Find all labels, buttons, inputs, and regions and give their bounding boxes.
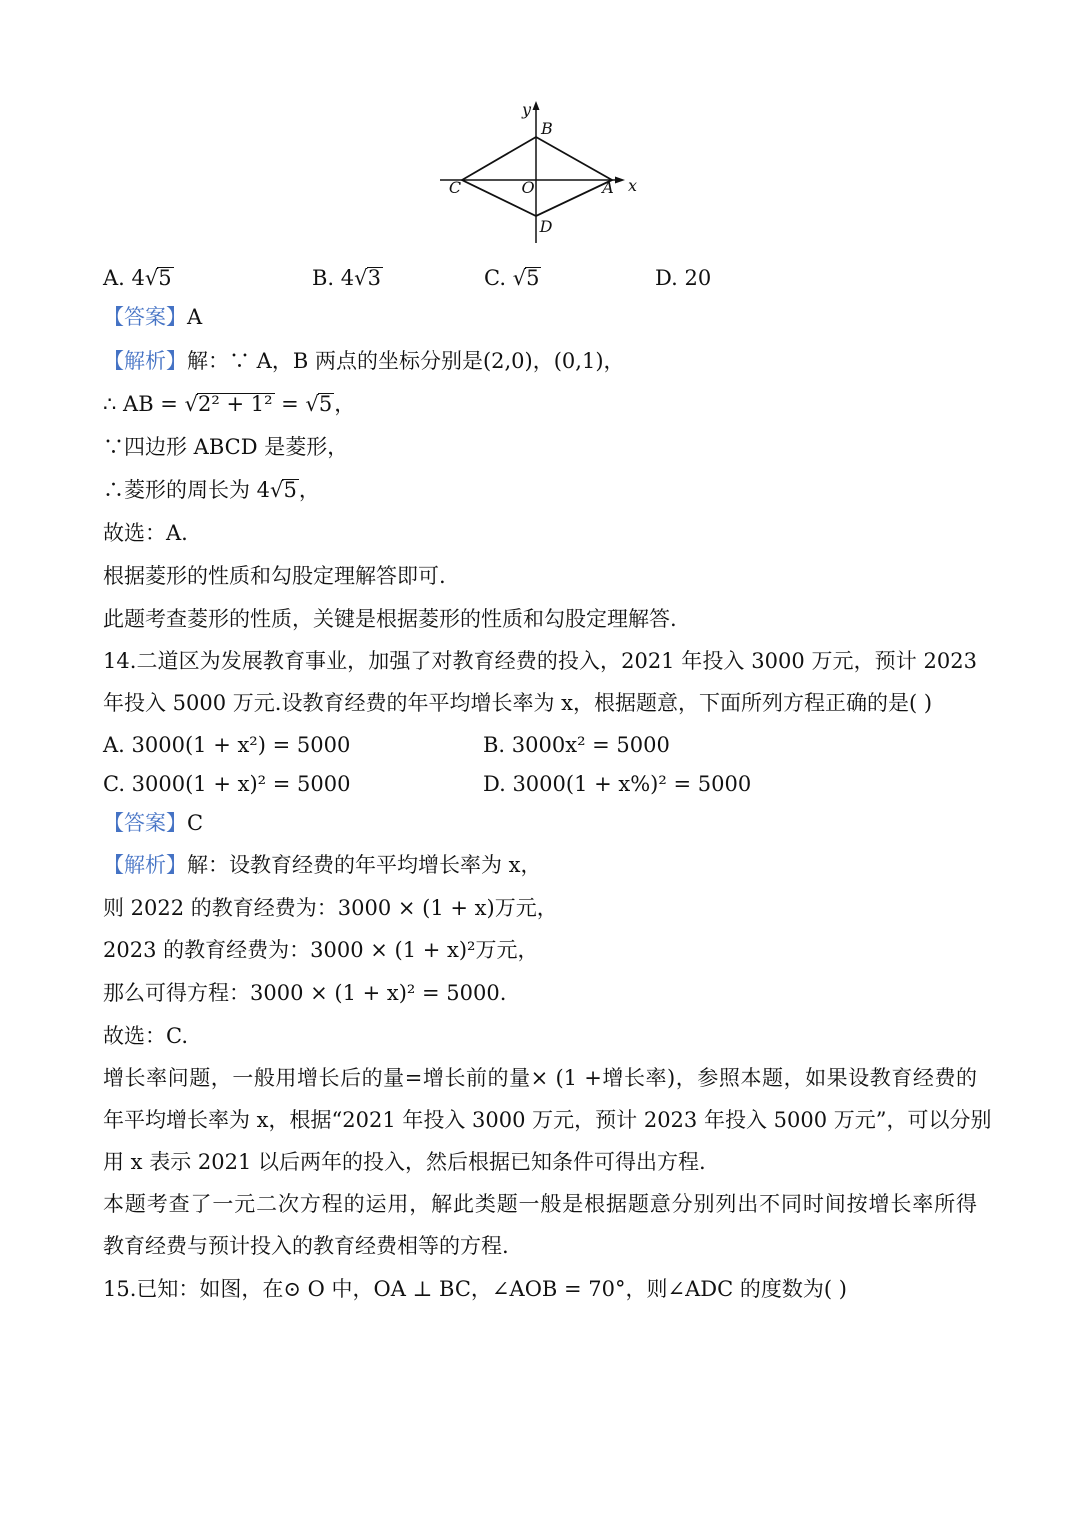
q13-analysis-line (103, 389, 355, 419)
rhombus-figure (430, 95, 650, 255)
q13-option-c (484, 263, 541, 293)
q14-answer (103, 808, 203, 838)
sqrt-sign: √ (305, 392, 319, 416)
answer-value: A (187, 305, 203, 329)
q13-option-b (312, 263, 383, 293)
label-y: y (522, 100, 532, 119)
rhombus-abcd (462, 137, 612, 216)
q13-analysis-line: 根据菱形的性质和勾股定理解答即可. (103, 564, 446, 588)
q14-analysis-line: 那么可得方程：3000 × (1 + x)² = 5000. (103, 981, 507, 1005)
q13-analysis-line (103, 475, 320, 505)
analysis-tag: 【解析】 (103, 853, 187, 877)
radicand: 5 (283, 478, 297, 502)
q13-analysis-line: 故选：A. (103, 521, 188, 545)
q13-option-d (655, 263, 711, 293)
q14-analysis-line (103, 850, 542, 880)
option-label: D. (655, 266, 678, 290)
label-b: B (541, 119, 553, 138)
answer-value: C (187, 811, 204, 835)
formula-prefix: ∴ AB = (103, 392, 185, 416)
q14-analysis-line: 增长率问题，一般用增长后的量=增长前的量× (1 +增长率)，参照本题，如果设教育经费的 (103, 1066, 977, 1090)
radicand: 3 (367, 266, 381, 290)
q14-stem-line: 14.二道区为发展教育事业，加强了对教育经费的投入，2021 年投入 3000 万元，预计 2023 (103, 649, 977, 673)
q14-analysis-line: 教育经费与预计投入的教育经费相等的方程. (103, 1234, 509, 1258)
answer-tag: 【答案】 (103, 811, 187, 835)
option-label: A. (103, 266, 125, 290)
formula-equals: = (274, 392, 306, 416)
sqrt-sign: √ (184, 392, 198, 416)
label-o: O (521, 178, 535, 197)
q14-option-a: A. 3000(1 + x²) = 5000 (103, 733, 351, 757)
label-d: D (539, 217, 553, 236)
q14-option-c: C. 3000(1 + x)² = 5000 (103, 772, 351, 796)
x-axis-arrow (615, 177, 625, 184)
q14-analysis-line: 用 x 表示 2021 以后两年的投入，然后根据已知条件可得出方程. (103, 1150, 706, 1174)
q14-analysis-line: 年平均增长率为 x，根据“2021 年投入 3000 万元，预计 2023 年投入 5000 万元”，可以分别 (103, 1108, 992, 1132)
analysis-text: 解：设教育经费的年平均增长率为 x， (187, 853, 542, 877)
q14-option-d: D. 3000(1 + x%)² = 5000 (483, 772, 752, 796)
option-label: B. (312, 266, 335, 290)
y-axis-arrow (533, 101, 540, 110)
q13-analysis-line: ∵四边形 ABCD 是菱形， (103, 435, 349, 459)
option-value: 20 (684, 266, 712, 290)
q14-analysis-line: 2023 的教育经费为：3000 × (1 + x)²万元， (103, 938, 539, 962)
radicand: 5 (158, 266, 172, 290)
q13-analysis-line: 此题考查菱形的性质，关键是根据菱形的性质和勾股定理解答. (103, 607, 677, 631)
label-a: A (602, 178, 614, 197)
q15-stem-line: 15.已知：如图，在⊙ O 中，OA ⊥ BC，∠AOB = 70°，则∠ADC 的度数为( ) (103, 1277, 847, 1301)
option-coef: 4 (131, 266, 145, 290)
answer-tag: 【答案】 (103, 305, 187, 329)
sqrt-sign: √ (270, 478, 284, 502)
radicand: 5 (318, 392, 333, 416)
q14-stem-line: 年投入 5000 万元.设教育经费的年平均增长率为 x，根据题意，下面所列方程正确的是( ) (103, 691, 933, 715)
q13-answer (103, 302, 202, 332)
q13-analysis-line (103, 346, 625, 376)
sqrt-sign: √ (144, 266, 159, 290)
analysis-text: 解：∵ A，B 两点的坐标分别是(2,0)，(0,1)， (187, 349, 625, 373)
q14-option-b: B. 3000x² = 5000 (483, 733, 670, 757)
option-label: C. (484, 266, 506, 290)
radicand: 2² + 1² (197, 392, 273, 416)
option-coef: 4 (340, 266, 355, 290)
formula-suffix: ， (334, 392, 356, 416)
sqrt-sign: √ (512, 266, 527, 290)
radicand: 5 (526, 266, 540, 290)
q14-analysis-line: 则 2022 的教育经费为：3000 × (1 + x)万元， (103, 896, 558, 920)
formula-suffix: ， (298, 478, 320, 502)
analysis-tag: 【解析】 (103, 349, 187, 373)
q14-analysis-line: 故选：C. (103, 1024, 188, 1048)
formula-prefix: ∴菱形的周长为 4 (103, 478, 271, 502)
label-x: x (628, 176, 638, 195)
q13-option-a (103, 263, 174, 293)
sqrt-sign: √ (354, 266, 368, 290)
label-c: C (448, 178, 462, 197)
q14-analysis-line: 本题考查了一元二次方程的运用，解此类题一般是根据题意分别列出不同时间按增长率所得 (103, 1192, 977, 1216)
